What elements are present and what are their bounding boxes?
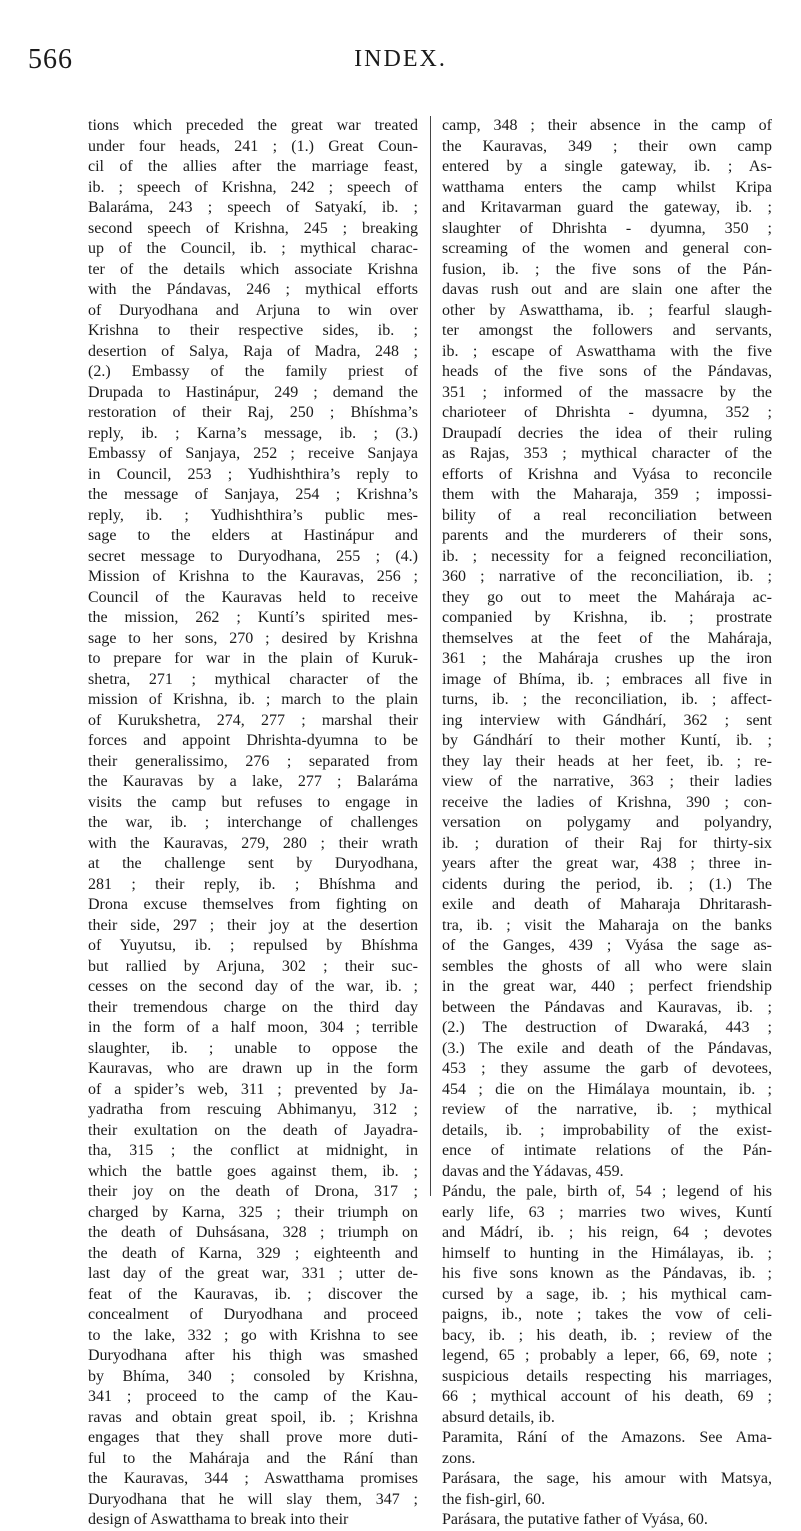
index-line: other by Aswatthama, ib. ; fearful slaugh- <box>442 301 772 319</box>
index-line: Council of the Kauravas held to receive <box>88 588 418 606</box>
index-line: image of Bhíma, ib. ; embraces all five in <box>442 670 772 688</box>
index-line: heads of the five sons of the Pándavas, <box>442 363 772 380</box>
index-line: second speech of Krishna, 245 ; breaking <box>88 219 418 237</box>
index-line: sage to her sons, 270 ; desired by Krishna <box>88 629 418 647</box>
index-line: Duryodhana that he will slay them, 347 ; <box>88 1490 418 1508</box>
index-line: the message of Sanjaya, 254 ; Krishna’s <box>88 486 418 503</box>
index-line: in Council, 253 ; Yudhishthira’s reply to <box>88 465 418 483</box>
index-line: which the battle goes against them, ib. ; <box>88 1162 418 1180</box>
index-line: visits the camp but refuses to engage in <box>88 793 418 811</box>
index-line: their exultation on the death of Jayadra- <box>88 1121 418 1139</box>
index-line: turns, ib. ; the reconciliation, ib. ; affect- <box>442 691 772 708</box>
page-header <box>0 44 801 84</box>
index-line: their tremendous charge on the third day <box>88 998 418 1016</box>
index-line: last day of the great war, 331 ; utter de- <box>88 1265 418 1282</box>
index-line: under four heads, 241 ; (1.) Great Coun- <box>88 137 418 155</box>
index-line: davas rush out and are slain one after the <box>442 281 772 298</box>
index-line: view of the narrative, 363 ; their ladies <box>442 773 772 790</box>
index-line: between the Pándavas and Kauravas, ib. ; <box>442 998 772 1016</box>
index-line: ib. ; speech of Krishna, 242 ; speech of <box>88 178 418 196</box>
index-line: receive the ladies of Krishna, 390 ; con- <box>442 793 772 811</box>
index-line: zons. <box>442 1449 476 1467</box>
index-line: tra, ib. ; visit the Maharaja on the banks <box>442 916 772 934</box>
index-line: by Gándhárí to their mother Kuntí, ib. ; <box>442 732 772 749</box>
index-line: of Kurukshetra, 274, 277 ; marshal their <box>88 711 418 729</box>
index-line: 454 ; die on the Himálaya mountain, ib. ; <box>442 1080 772 1098</box>
index-line: restoration of their Raj, 250 ; Bhíshma’s <box>88 404 418 421</box>
index-line: slaughter, ib. ; unable to oppose the <box>88 1039 418 1057</box>
index-line: mission of Krishna, ib. ; march to the plain <box>88 691 418 708</box>
index-line: the death of Karna, 329 ; eighteenth and <box>88 1244 418 1262</box>
index-line: of a spider’s web, 311 ; prevented by Ja- <box>88 1080 418 1098</box>
index-line: to prepare for war in the plain of Kuruk- <box>88 650 418 667</box>
index-line: fusion, ib. ; the five sons of the Pán- <box>442 260 772 278</box>
index-line: (2.) Embassy of the family priest of <box>88 363 418 380</box>
index-line: exile and death of Maharaja Dhritarash- <box>442 896 772 913</box>
index-line: they lay their heads at her feet, ib. ; re- <box>442 752 772 770</box>
index-line: their generalissimo, 276 ; separated from <box>88 752 418 770</box>
index-line: review of the narrative, ib. ; mythical <box>442 1101 772 1118</box>
index-line: 360 ; narrative of the reconciliation, ib. ; <box>442 568 772 585</box>
index-line: 361 ; the Maháraja crushes up the iron <box>442 650 772 667</box>
index-line: the Kauravas, 349 ; their own camp <box>442 137 772 155</box>
index-line: absurd details, ib. <box>442 1408 555 1426</box>
right-column <box>442 116 772 1531</box>
index-line: Balaráma, 243 ; speech of Satyakí, ib. ; <box>88 199 418 216</box>
index-line: by Bhíma, 340 ; consoled by Krishna, <box>88 1367 418 1385</box>
index-line: details, ib. ; improbability of the exist- <box>442 1121 772 1139</box>
index-line: with the Pándavas, 246 ; mythical efforts <box>88 281 418 298</box>
index-line: watthama enters the camp whilst Kripa <box>442 178 772 196</box>
index-line: screaming of the women and general con- <box>442 240 772 257</box>
page-number: 566 <box>28 44 73 75</box>
index-line: himself to hunting in the Himálayas, ib. ; <box>442 1244 772 1262</box>
index-line: davas and the Yádavas, 459. <box>442 1162 624 1180</box>
index-line: their joy on the death of Drona, 317 ; <box>88 1183 418 1200</box>
index-line: concealment of Duryodhana and proceed <box>88 1306 418 1323</box>
index-line: Paramita, Rání of the Amazons. See Ama- <box>442 1429 772 1446</box>
index-line: Mission of Krishna to the Kauravas, 256 ; <box>88 568 418 585</box>
index-line: forces and appoint Dhrishta-dyumna to be <box>88 732 418 749</box>
index-line: in the form of a half moon, 304 ; terrible <box>88 1019 418 1036</box>
index-line: tha, 315 ; the conflict at midnight, in <box>88 1142 418 1159</box>
index-line: charged by Karna, 325 ; their triumph on <box>88 1203 418 1221</box>
index-line: the war, ib. ; interchange of challenges <box>88 814 418 831</box>
index-line: Duryodhana after his thigh was smashed <box>88 1347 418 1364</box>
index-line: themselves at the feet of the Maháraja, <box>442 629 772 647</box>
index-line: to the lake, 332 ; go with Krishna to see <box>88 1326 418 1344</box>
index-line: the Kauravas, 344 ; Aswatthama promises <box>88 1470 418 1487</box>
index-line: 453 ; they assume the garb of devotees, <box>442 1060 772 1077</box>
index-line: at the challenge sent by Duryodhana, <box>88 855 418 872</box>
index-line: their side, 297 ; their joy at the desertion <box>88 916 418 934</box>
index-line: but rallied by Arjuna, 302 ; their suc- <box>88 957 418 975</box>
index-line: the mission, 262 ; Kuntí’s spirited mes- <box>88 609 418 626</box>
index-line: tions which preceded the great war treated <box>88 117 418 134</box>
index-line: suspicious details respecting his marriages, <box>442 1367 772 1385</box>
index-line: ib. ; necessity for a feigned reconciliation, <box>442 547 772 565</box>
index-line: Kauravas, who are drawn up in the form <box>88 1060 418 1077</box>
index-line: ence of intimate relations of the Pán- <box>442 1142 772 1159</box>
index-line: entered by a single gateway, ib. ; As- <box>442 158 772 175</box>
index-line: cil of the allies after the marriage feast, <box>88 158 418 175</box>
index-line: ful to the Maháraja and the Rání than <box>88 1449 418 1467</box>
index-line: (2.) The destruction of Dwaraká, 443 ; <box>442 1019 772 1036</box>
index-line: as Rajas, 353 ; mythical character of the <box>442 445 772 462</box>
index-line: 351 ; informed of the massacre by the <box>442 383 772 401</box>
index-line: sage to the elders at Hastinápur and <box>88 527 418 544</box>
index-line: bility of a real reconciliation between <box>442 506 772 524</box>
index-line: feat of the Kauravas, ib. ; discover the <box>88 1285 418 1303</box>
index-line: with the Kauravas, 279, 280 ; their wrath <box>88 834 418 852</box>
index-line: Drupada to Hastinápur, 249 ; demand the <box>88 383 418 401</box>
index-line: efforts of Krishna and Vyása to reconcile <box>442 465 772 483</box>
index-line: and Mádrí, ib. ; his reign, 64 ; devotes <box>442 1224 772 1241</box>
left-column <box>88 116 418 1531</box>
index-line: parents and the murderers of their sons, <box>442 527 772 544</box>
index-line: cesses on the second day of the war, ib. ; <box>88 978 418 995</box>
index-line: years after the great war, 438 ; three in- <box>442 855 772 872</box>
column-divider <box>430 116 431 1196</box>
index-line: desertion of Salya, Raja of Madra, 248 ; <box>88 342 418 360</box>
index-line: camp, 348 ; their absence in the camp of <box>442 117 772 134</box>
index-line: sembles the ghosts of all who were slain <box>442 957 772 975</box>
index-line: secret message to Duryodhana, 255 ; (4.) <box>88 547 418 565</box>
index-line: 281 ; their reply, ib. ; Bhíshma and <box>88 875 418 893</box>
index-line: slaughter of Dhrishta - dyumna, 350 ; <box>442 219 772 237</box>
index-line: Krishna to their respective sides, ib. ; <box>88 322 418 339</box>
index-line: they go out to meet the Maháraja ac- <box>442 588 772 606</box>
index-line: versation on polygamy and polyandry, <box>442 814 772 831</box>
index-line: early life, 63 ; marries two wives, Kuntí <box>442 1203 772 1221</box>
index-line: the Kauravas by a lake, 277 ; Balaráma <box>88 773 418 790</box>
index-line: them with the Maharaja, 359 ; impossi- <box>442 486 772 503</box>
index-line: engages that they shall prove more duti- <box>88 1429 418 1446</box>
index-line: cidents during the period, ib. ; (1.) The <box>442 875 772 893</box>
index-line: Drona excuse themselves from fighting on <box>88 896 418 913</box>
index-line: bacy, ib. ; his death, ib. ; review of the <box>442 1326 772 1344</box>
index-line: paigns, ib., note ; takes the vow of celi- <box>442 1306 772 1323</box>
index-line: ib. ; escape of Aswatthama with the five <box>442 342 772 360</box>
index-line: design of Aswatthama to break into their <box>88 1511 349 1528</box>
index-line: up of the Council, ib. ; mythical charac- <box>88 240 418 257</box>
index-line: legend, 65 ; probably a leper, 66, 69, note ; <box>442 1347 772 1364</box>
running-title: INDEX. <box>354 46 447 72</box>
index-line: and Kritavarman guard the gateway, ib. ; <box>442 199 772 216</box>
index-line: yadratha from rescuing Abhimanyu, 312 ; <box>88 1101 418 1118</box>
index-line: Parásara, the putative father of Vyása, 60. <box>442 1511 708 1528</box>
index-line: 341 ; proceed to the camp of the Kau- <box>88 1388 418 1405</box>
index-line: Parásara, the sage, his amour with Matsya, <box>442 1470 772 1487</box>
index-line: 66 ; mythical account of his death, 69 ; <box>442 1388 772 1405</box>
index-line: ing interview with Gándhárí, 362 ; sent <box>442 711 772 729</box>
index-line: reply, ib. ; Yudhishthira’s public mes- <box>88 506 418 524</box>
index-line: reply, ib. ; Karna’s message, ib. ; (3.) <box>88 424 418 442</box>
index-line: Embassy of Sanjaya, 252 ; receive Sanjaya <box>88 445 418 462</box>
index-line: ter of the details which associate Krishna <box>88 260 418 278</box>
index-columns <box>88 116 772 1528</box>
index-line: Pándu, the pale, birth of, 54 ; legend of his <box>442 1183 772 1200</box>
index-line: cursed by a sage, ib. ; his mythical cam- <box>442 1285 772 1303</box>
index-line: ib. ; duration of their Raj for thirty-six <box>442 834 772 852</box>
index-line: of the Ganges, 439 ; Vyása the sage as- <box>442 937 772 954</box>
index-line: companied by Krishna, ib. ; prostrate <box>442 609 772 626</box>
index-line: the fish-girl, 60. <box>442 1490 546 1508</box>
index-line: of Duryodhana and Arjuna to win over <box>88 301 418 319</box>
index-line: ter amongst the followers and servants, <box>442 322 772 339</box>
index-line: charioteer of Dhrishta - dyumna, 352 ; <box>442 404 772 421</box>
index-line: of Yuyutsu, ib. ; repulsed by Bhíshma <box>88 937 418 954</box>
index-line: in the great war, 440 ; perfect friendship <box>442 978 772 995</box>
index-line: the death of Duhsásana, 328 ; triumph on <box>88 1224 418 1241</box>
index-line: Draupadí decries the idea of their ruling <box>442 424 772 442</box>
index-line: shetra, 271 ; mythical character of the <box>88 670 418 688</box>
index-line: ravas and obtain great spoil, ib. ; Krishna <box>88 1408 418 1426</box>
index-line: (3.) The exile and death of the Pándavas, <box>442 1039 772 1057</box>
index-line: his five sons known as the Pándavas, ib. ; <box>442 1265 772 1282</box>
